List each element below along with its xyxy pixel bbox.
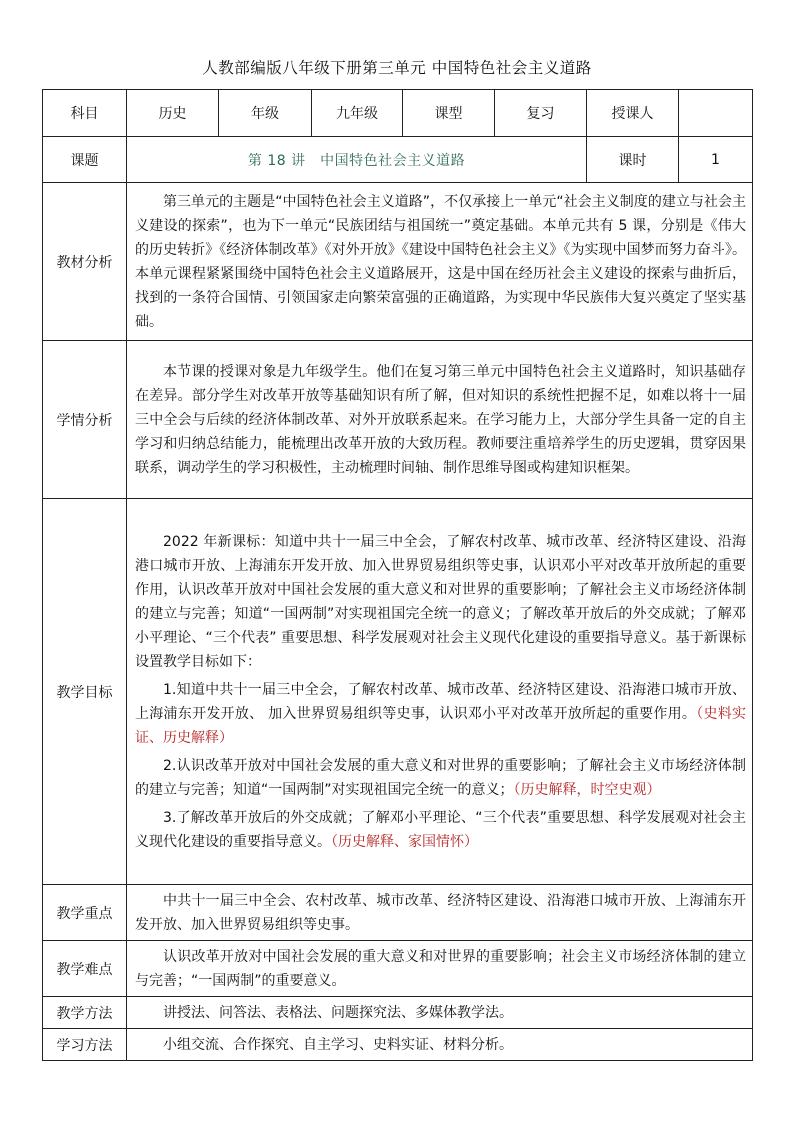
header-row (43, 90, 753, 137)
hours-label: 课时 (587, 137, 679, 183)
difficulties-row (43, 941, 753, 997)
teaching-methods-row (43, 997, 753, 1029)
topic-value: 第 18 讲 中国特色社会主义道路 (127, 137, 587, 183)
textbook-analysis-text: 第三单元的主题是“中国特色社会主义道路”，不仅承接上一单元“社会主义制度的建立与社会主义建设的探索”，也为下一单元“民族团结与祖国统一”奠定基础。本单元共有 5 课，分别是《伟大的历史转折》《经济体制改革》《对外开放》《建设中国特色社会主义》《为实现中国梦而努力奋斗》。本单元课程紧紧围绕中国特色社会主义道路展开，这是中国在经历社会主义建设的探索与曲折后，找到的一条符合国情、引领国家走向繁荣富强的正确道路，为实现中华民族伟大复兴奠定了坚实基础。 (135, 193, 746, 330)
objective-item-3-text: 3.了解改革开放后的外交成就；了解邓小平理论、“三个代表”重要思想、科学发展观对社会主义现代化建设的重要指导意义。 (135, 809, 746, 850)
objectives-intro: 2022 年新课标：知道中共十一届三中全会，了解农村改革、城市改革、经济特区建设、沿海港口城市开放、上海浦东开发开放、加入世界贸易组织等史事，认识邓小平对改革开放所起的重要作用，认识改革开放对中国社会发展的重大意义和对世界的重要影响；了解社会主义市场经济体制的建立与完善；知道“一国两制”对实现祖国完全统一的意义；了解改革开放后的外交成就；了解邓小平理论、“三个代表” 重要思想、科学发展观对社会主义现代化建设的重要指导意义。基于新课标设置教学目标如下： (135, 533, 746, 670)
teacher-value (679, 90, 753, 137)
grade-label: 年级 (219, 90, 312, 137)
learning-methods-row (43, 1029, 753, 1061)
subject-label: 科目 (43, 90, 127, 137)
key-points-text: 中共十一届三中全会、农村改革、城市改革、经济特区建设、沿海港口城市开放、上海浦东开发开放、加入世界贸易组织等史事。 (135, 892, 746, 933)
type-value: 复习 (495, 90, 587, 137)
objective-item-1 (135, 678, 746, 750)
topic-label: 课题 (43, 137, 127, 183)
objective-item-3-competency: （历史解释、家国情怀） (331, 833, 478, 850)
key-points-row (43, 885, 753, 941)
teaching-methods-label: 教学方法 (43, 997, 127, 1029)
objectives-label: 教学目标 (43, 499, 127, 885)
learning-methods-label: 学习方法 (43, 1029, 127, 1061)
subject-value: 历史 (127, 90, 219, 137)
hours-value: 1 (679, 137, 753, 183)
textbook-analysis-label: 教材分析 (43, 183, 127, 341)
teaching-methods-text: 讲授法、问答法、表格法、问题探究法、多媒体教学法。 (163, 1004, 513, 1021)
objective-item-1-text: 1.知道中共十一届三中全会，了解农村改革、城市改革、经济特区建设、沿海港口城市开放、上海浦东开发开放、 加入世界贸易组织等史事，认识邓小平对改革开放所起的重要作用。 (135, 681, 746, 722)
student-analysis-row (43, 341, 753, 499)
objectives-row (43, 499, 753, 885)
objective-item-2-text: 2.认识改革开放对中国社会发展的重大意义和对世界的重要影响；了解社会主义市场经济体制的建立与完善；知道“一国两制”对实现祖国完全统一的意义； (135, 757, 746, 798)
learning-methods-text: 小组交流、合作探究、自主学习、史料实证、材料分析。 (163, 1036, 513, 1053)
objective-item-3 (135, 806, 746, 854)
student-analysis-label: 学情分析 (43, 341, 127, 499)
grade-value: 九年级 (312, 90, 403, 137)
student-analysis-text: 本节课的授课对象是九年级学生。他们在复习第三单元中国特色社会主义道路时，知识基础存在差异。部分学生对改革开放等基础知识有所了解，但对知识的系统性把握不足，如难以将十一届三中全会与后续的经济体制改革、对外开放联系起来。在学习能力上，大部分学生具备一定的自主学习和归纳总结能力，能梳理出改革开放的大致历程。教师要注重培养学生的历史逻辑，贯穿因果联系，调动学生的学习积极性，主动梳理时间轴、制作思维导图或构建知识框架。 (135, 363, 746, 476)
objective-item-2-competency: （历史解释，时空史观） (513, 781, 661, 798)
difficulties-text: 认识改革开放对中国社会发展的重大意义和对世界的重要影响；社会主义市场经济体制的建立与完善；“一国两制”的重要意义。 (135, 948, 746, 989)
objective-item-1-competency: （史料实证、历史解释） (135, 705, 747, 746)
key-points-label: 教学重点 (43, 885, 127, 941)
document-title: 人教部编版八年级下册第三单元 中国特色社会主义道路 (202, 59, 592, 77)
topic-row (43, 137, 753, 183)
objective-item-2 (135, 754, 746, 802)
type-label: 课型 (403, 90, 495, 137)
teacher-label: 授课人 (587, 90, 679, 137)
lesson-plan-table (42, 89, 753, 1061)
difficulties-label: 教学难点 (43, 941, 127, 997)
textbook-analysis-row (43, 183, 753, 341)
